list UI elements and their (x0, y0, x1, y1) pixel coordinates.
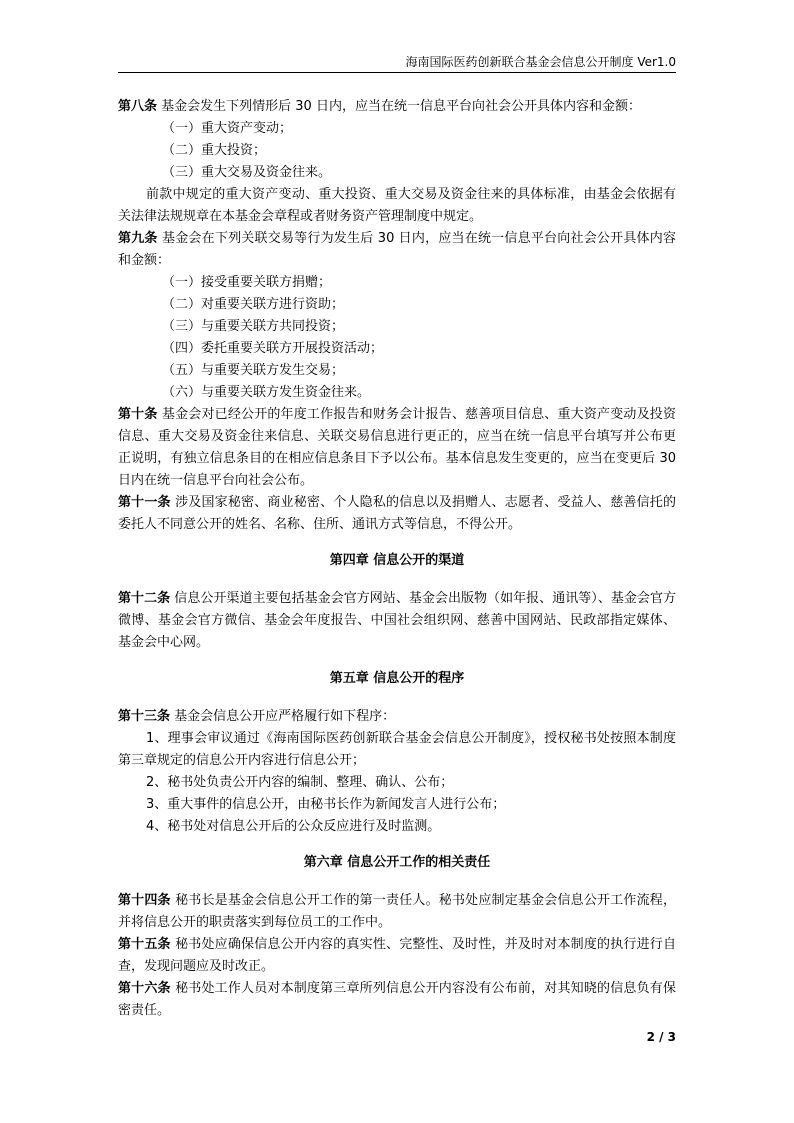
article-label: 第十五条 (118, 937, 171, 952)
page-header: 海南国际医药创新联合基金会信息公开制度 Ver1.0 (405, 55, 676, 69)
article-8-paragraph: 前款中规定的重大资产变动、重大投资、重大交易及资金往来的具体标准，由基金会依据有关法律法规规章在本基金会章程或者财务资产管理制度中规定。 (118, 187, 676, 224)
chapter-heading: 第五章 信息公开的程序 (329, 671, 465, 686)
article-text: 基金会发生下列情形后 30 日内，应当在统一信息平台向社会公开具体内容和金额： (157, 99, 641, 114)
list-item: （六）与重要关联方发生资金往来。 (162, 385, 371, 400)
procedure-step: 3、重大事件的信息公开，由秘书长作为新闻发言人进行公布； (146, 797, 506, 812)
list-item: （三）与重要关联方共同投资； (162, 319, 345, 334)
article-text: 基金会信息公开应严格履行如下程序： (170, 709, 396, 724)
article-10 (118, 404, 676, 492)
article-9 (118, 228, 676, 272)
article-text: 基金会在下列关联交易等行为发生后 30 日内，应当在统一信息平台向社会公开具体内容和金额： (118, 231, 676, 268)
procedure-step: 2、秘书处负责公开内容的编制、整理、确认、公布； (146, 775, 454, 790)
article-label: 第十一条 (118, 495, 171, 510)
article-text: 基金会对已经公开的年度工作报告和财务会计报告、慈善项目信息、重大资产变动及投资信息、重大交易及资金往来信息、关联交易信息进行更正的，应当在统一信息平台填写并公布更正说明，有独立信息条目的在相应信息条目下予以公布。基本信息发生变更的，应当在变更后 30 日内在统一信息平台向社会公布。 (118, 407, 676, 488)
article-label: 第十条 (118, 407, 158, 422)
article-label: 第八条 (118, 99, 158, 114)
article-15 (118, 934, 676, 978)
chapter-heading: 第四章 信息公开的渠道 (329, 553, 465, 568)
article-text: 秘书处应确保信息公开内容的真实性、完整性、及时性，并及时对本制度的执行进行自查，发现问题应及时改正。 (118, 937, 676, 974)
list-item: （四）委托重要关联方开展投资活动； (162, 341, 384, 356)
article-11 (118, 492, 676, 536)
list-item: （一）重大资产变动； (162, 121, 293, 136)
page-number: 2 / 3 (646, 1030, 676, 1044)
document-body (118, 96, 676, 1022)
article-label: 第十三条 (118, 709, 171, 724)
article-text: 信息公开渠道主要包括基金会官方网站、基金会出版物（如年报、通讯等）、基金会官方微博、基金会官方微信、基金会年度报告、中国社会组织网、慈善中国网站、民政部指定媒体、基金会中心网。 (118, 591, 676, 650)
article-label: 第十四条 (118, 893, 171, 908)
article-16 (118, 978, 676, 1022)
procedure-step: 4、秘书处对信息公开后的公众反应进行及时监测。 (146, 819, 441, 834)
article-14 (118, 890, 676, 934)
article-12 (118, 588, 676, 654)
list-item: （三）重大交易及资金往来。 (162, 165, 332, 180)
procedure-step: 1、理事会审议通过《海南国际医药创新联合基金会信息公开制度》，授权秘书处按照本制度第三章规定的信息公开内容进行信息公开； (118, 731, 676, 768)
list-item: （二）对重要关联方进行资助； (162, 297, 345, 312)
article-text: 涉及国家秘密、商业秘密、个人隐私的信息以及捐赠人、志愿者、受益人、慈善信托的委托人不同意公开的姓名、名称、住所、通讯方式等信息，不得公开。 (118, 495, 676, 532)
chapter-heading: 第六章 信息公开工作的相关责任 (303, 855, 491, 870)
article-label: 第十二条 (118, 591, 171, 606)
article-8 (118, 96, 676, 118)
list-item: （一）接受重要关联方捐赠； (162, 275, 332, 290)
header-divider (118, 72, 676, 73)
article-text: 秘书处工作人员对本制度第三章所列信息公开内容没有公布前，对其知晓的信息负有保密责任。 (118, 981, 676, 1018)
list-item: （五）与重要关联方发生交易； (162, 363, 345, 378)
article-label: 第十六条 (118, 981, 171, 996)
article-label: 第九条 (118, 231, 158, 246)
article-text: 秘书长是基金会信息公开工作的第一责任人。秘书处应制定基金会信息公开工作流程，并将信息公开的职责落实到每位员工的工作中。 (118, 893, 676, 930)
article-13 (118, 706, 676, 728)
list-item: （二）重大投资； (162, 143, 267, 158)
